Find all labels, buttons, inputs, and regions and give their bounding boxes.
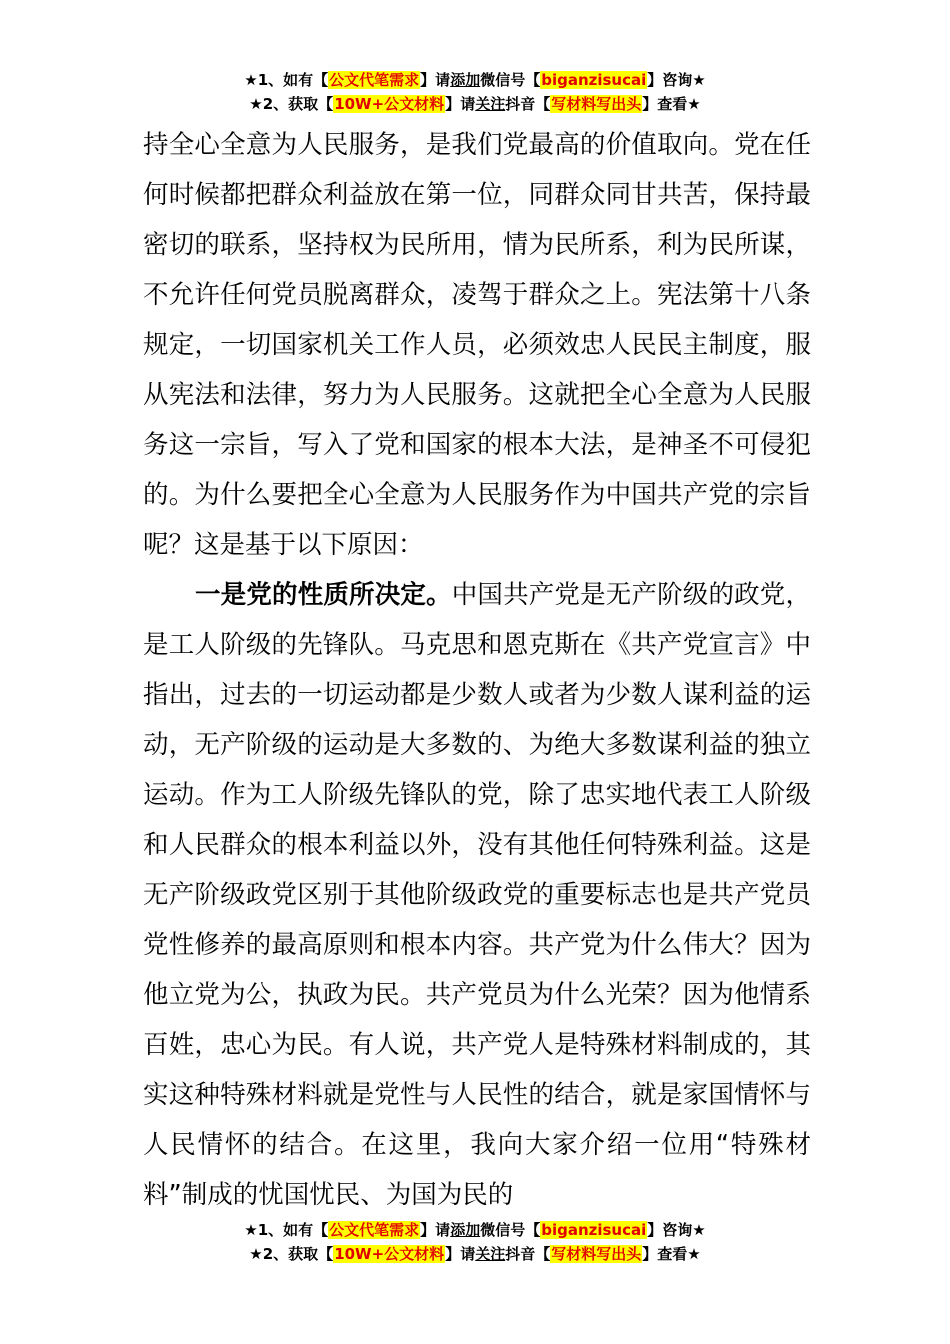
banner-text: 】请 [420,1221,451,1239]
emphasis-follow: 关注 [475,1245,506,1263]
paragraph-2-text: 中国共产党是无产阶级的政党，是工人阶级的先锋队。马克思和恩克斯在《共产党宣言》中指出，过去的一切运动都是少数人或者为少数人谋利益的运动，无产阶级的运动是大多数的、为绝大多数谋利益的独立运动。作为工人阶级先锋队的党，除了忠实地代表工人阶级和人民群众的根本利益以外，没有其他任何特殊利益。这是无产阶级政党区别于其他阶级政党的重要标志也是共产党员党性修养的最高原则和根本内容。共产党为什么伟大？因为他立党为公，执政为民。共产党员为什么光荣？因为他情系百姓，忠心为民。有人说，共产党人是特殊材料制成的，其实这种特殊材料就是党性与人民性的结合，就是家国情怀与人民情怀的结合。在这里，我向大家介绍一位用“特殊材料”制成的忧国忧民、为国为民的 [143,580,811,1210]
highlight-service: 公文代笔需求 [329,1221,420,1239]
highlight-wechat-id: biganzisucai [541,71,647,89]
highlight-douyin-account: 写材料写出头 [551,95,642,113]
banner-text: ★1、如有【 [244,1221,329,1239]
document-body [143,120,811,1220]
header-banner [0,68,950,116]
banner-line-2 [0,1242,950,1266]
banner-text: 】咨询★ [647,71,706,89]
banner-text: 微信号【 [480,1221,541,1239]
banner-line-2 [0,92,950,116]
banner-text: 】请 [420,71,451,89]
banner-text: 抖音【 [505,95,551,113]
highlight-materials: 10W+公文材料 [334,1245,445,1263]
banner-line-1 [0,1218,950,1242]
banner-text: 抖音【 [505,1245,551,1263]
banner-text: ★1、如有【 [244,71,329,89]
paragraph-2-heading: 一是党的性质所决定。 [195,580,452,610]
banner-text: ★2、获取【 [249,95,334,113]
highlight-materials: 10W+公文材料 [334,95,445,113]
emphasis-add: 添加 [450,71,481,89]
banner-text: 】请 [445,95,476,113]
banner-text: 】查看★ [642,1245,701,1263]
banner-text: 微信号【 [480,71,541,89]
banner-text: 】查看★ [642,95,701,113]
banner-text: 】咨询★ [647,1221,706,1239]
banner-line-1 [0,68,950,92]
paragraph-1: 持全心全意为人民服务，是我们党最高的价值取向。党在任何时候都把群众利益放在第一位，同群众同甘共苦，保持最密切的联系，坚持权为民所用，情为民所系，利为民所谋，不允许任何党员脱离群众，凌驾于群众之上。宪法第十八条规定，一切国家机关工作人员，必须效忠人民民主制度，服从宪法和法律，努力为人民服务。这就把全心全意为人民服务这一宗旨，写入了党和国家的根本大法，是神圣不可侵犯的。为什么要把全心全意为人民服务作为中国共产党的宗旨呢？这是基于以下原因： [143,130,811,560]
banner-text: ★2、获取【 [249,1245,334,1263]
banner-text: 】请 [445,1245,476,1263]
emphasis-add: 添加 [450,1221,481,1239]
paragraph-2 [143,570,811,1220]
highlight-wechat-id: biganzisucai [541,1221,647,1239]
emphasis-follow: 关注 [475,95,506,113]
highlight-service: 公文代笔需求 [329,71,420,89]
footer-banner [0,1218,950,1266]
highlight-douyin-account: 写材料写出头 [551,1245,642,1263]
